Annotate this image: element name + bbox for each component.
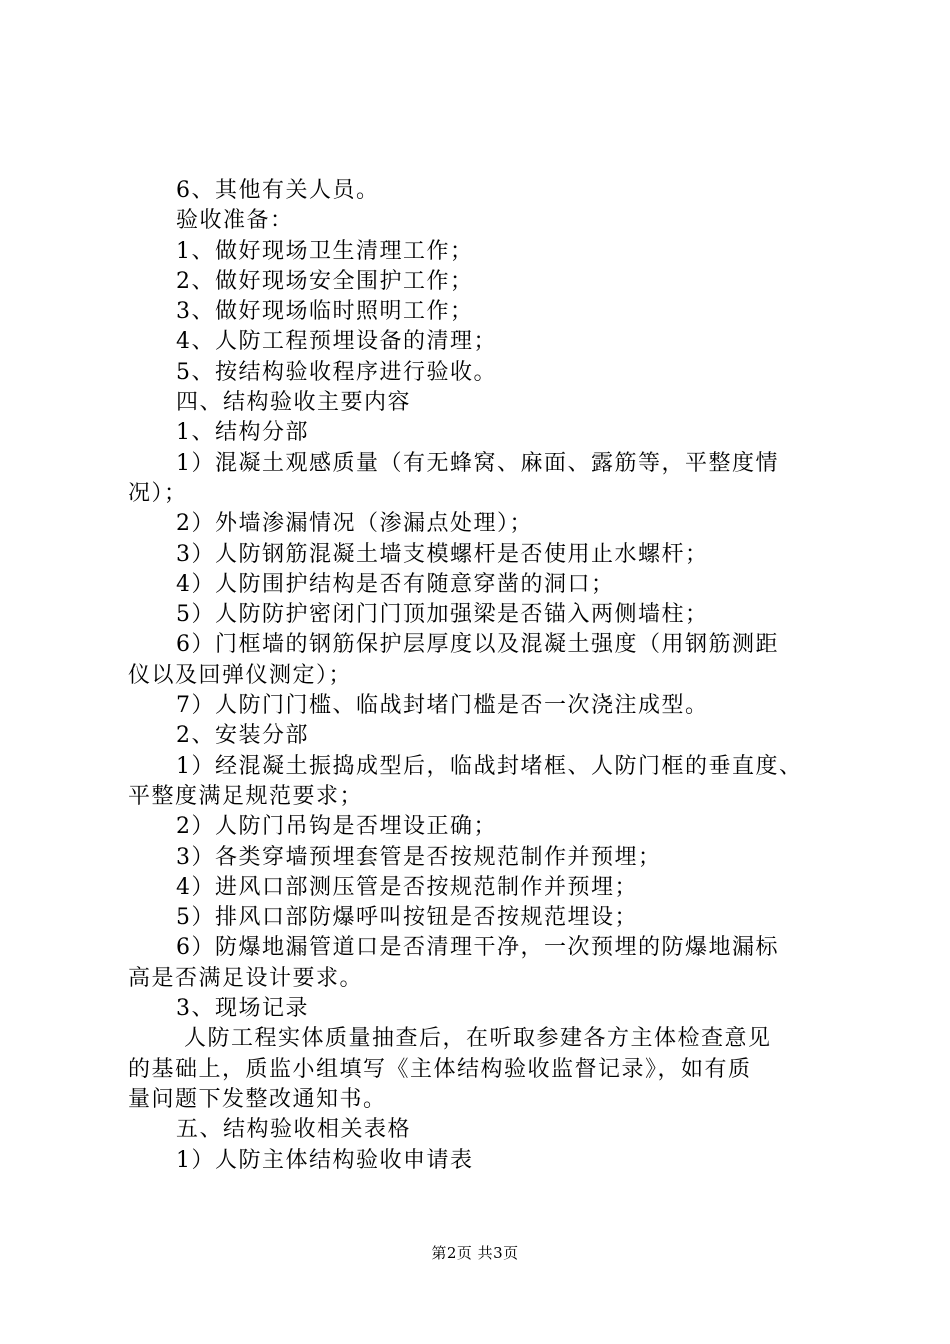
text-line: 平整度满足规范要求； (128, 783, 364, 809)
text-line: 3）人防钢筋混凝土墙支模螺杆是否使用止水螺杆； (176, 541, 709, 567)
text-line: 高是否满足设计要求。 (128, 965, 364, 991)
text-line: 验收准备： (176, 208, 294, 234)
text-line: 6、其他有关人员。 (176, 178, 380, 203)
text-line: 1）混凝土观感质量（有无蜂窝、麻面、露筋等，平整度情 (176, 450, 779, 476)
text-line: 1）经混凝土振捣成型后，临战封堵框、人防门框的垂直度、 (176, 753, 803, 779)
text-line: 1、做好现场卫生清理工作； (176, 238, 474, 264)
text-line: 人防工程实体质量抽查后，在听取参建各方主体检查意见 (184, 1026, 772, 1052)
text-line: 况）； (128, 480, 188, 506)
text-line: 3）各类穿墙预埋套管是否按规范制作并预埋； (176, 844, 662, 870)
text-line: 4、人防工程预埋设备的清理； (176, 329, 497, 355)
text-line: 3、现场记录 (176, 996, 309, 1022)
text-line: 5、按结构验收程序进行验收。 (176, 359, 497, 385)
text-line: 2、安装分部 (176, 723, 309, 749)
text-line: 仪以及回弹仪测定）； (128, 662, 353, 688)
text-line: 3、做好现场临时照明工作； (176, 299, 474, 325)
text-line: 1、结构分部 (176, 420, 309, 446)
text-line: 4）人防围护结构是否有随意穿凿的洞口； (176, 571, 615, 597)
page-footer: 第2页 共3页 (431, 1244, 519, 1262)
text-line: 2）外墙渗漏情况（渗漏点处理）； (176, 511, 533, 537)
text-line: 6）防爆地漏管道口是否清理干净，一次预埋的防爆地漏标 (176, 935, 779, 961)
text-line: 7）人防门门槛、临战封堵门槛是否一次浇注成型。 (176, 693, 709, 719)
text-line: 2）人防门吊钩是否埋设正确； (176, 814, 497, 840)
document-body (128, 176, 848, 1176)
text-line: 5）排风口部防爆呼叫按钮是否按规范埋设； (176, 905, 638, 931)
text-line: 4）进风口部测压管是否按规范制作并预埋； (176, 874, 638, 900)
text-line: 6）门框墙的钢筋保护层厚度以及混凝土强度（用钢筋测距 (176, 632, 779, 658)
text-line: 四、结构验收主要内容 (176, 390, 412, 416)
text-line: 5）人防防护密闭门门顶加强梁是否锚入两侧墙柱； (176, 602, 709, 628)
text-line: 量问题下发整改通知书。 (128, 1086, 387, 1112)
text-line: 五、结构验收相关表格 (176, 1117, 412, 1143)
text-line: 2、做好现场安全围护工作； (176, 268, 474, 294)
text-line: 1）人防主体结构验收申请表 (176, 1147, 474, 1173)
text-line: 的基础上，质监小组填写《主体结构验收监督记录》，如有质 (128, 1056, 752, 1082)
